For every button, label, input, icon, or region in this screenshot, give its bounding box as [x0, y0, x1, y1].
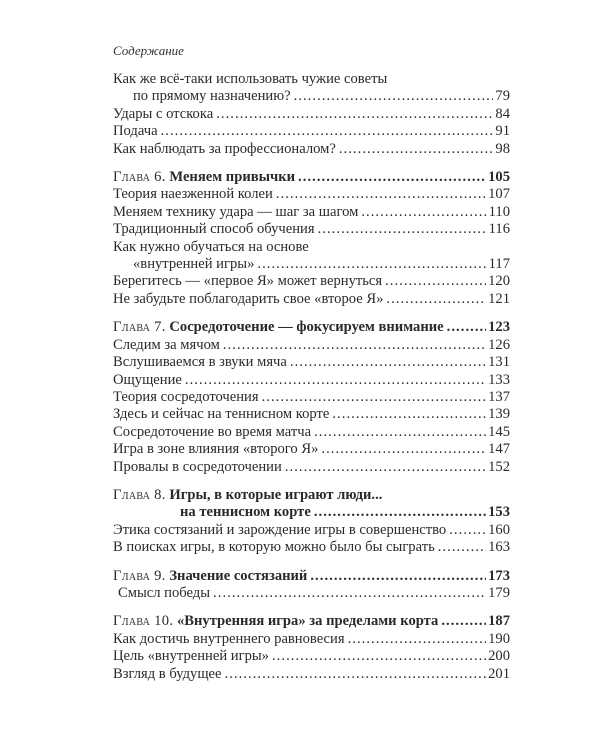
dot-leader: [254, 256, 486, 273]
entry-title: Берегитесь — «первое Я» может вернуться: [113, 273, 383, 290]
toc-entry[interactable]: [113, 256, 510, 273]
entry-title: на теннисном корте: [180, 504, 311, 521]
toc-section: [113, 169, 510, 308]
page-number: 200: [488, 648, 510, 665]
toc-entry[interactable]: [113, 441, 510, 458]
dot-leader: [329, 406, 486, 423]
page-number: 121: [488, 290, 510, 307]
chapter-entry[interactable]: [113, 487, 510, 504]
entry-title: В поисках игры, в которую можно было бы сыграть: [113, 539, 435, 556]
dot-leader: [311, 504, 486, 521]
toc-entry[interactable]: [113, 106, 510, 123]
chapter-label: Глава 10.: [113, 613, 174, 630]
toc-entry[interactable]: [113, 631, 510, 648]
toc-section: [113, 71, 510, 158]
page-number: 98: [495, 140, 510, 157]
page-number: 126: [488, 336, 510, 353]
toc-entry[interactable]: [113, 337, 510, 354]
page-number: 123: [488, 319, 510, 336]
toc-entry[interactable]: [113, 406, 510, 423]
page-number: 152: [488, 458, 510, 475]
toc-entry[interactable]: [113, 389, 510, 406]
page-number: 160: [488, 521, 510, 538]
toc-entry[interactable]: [113, 522, 510, 539]
dot-leader: [336, 141, 494, 158]
page-number: 117: [488, 256, 510, 273]
page-number: 153: [488, 504, 510, 521]
entry-title: по прямому назначению?: [133, 88, 291, 105]
chapter-label: Глава 8.: [113, 486, 166, 503]
toc-entry[interactable]: [113, 424, 510, 441]
dot-leader: [295, 169, 486, 186]
entry-title: Сосредоточение во время матча: [113, 423, 312, 440]
toc-entry[interactable]: [113, 204, 510, 221]
entry-title: Не забудьте поблагодарить свое «второе Я»: [113, 290, 384, 307]
page-number: 139: [488, 406, 510, 423]
entry-title: Цель «внутренней игры»: [113, 648, 269, 665]
entry-title: Здесь и сейчас на теннисном корте: [113, 406, 330, 423]
page-number: 91: [495, 123, 510, 140]
chapter-entry[interactable]: [113, 169, 510, 186]
toc-section: [113, 568, 510, 603]
entry-title: Как же всё-таки использовать чужие советы: [113, 71, 388, 87]
entry-title: «Внутренняя игра» за пределами корта: [176, 613, 439, 630]
chapter-entry[interactable]: [113, 613, 510, 630]
page-number: 110: [488, 203, 510, 220]
toc-entry[interactable]: [113, 372, 510, 389]
running-header: Содержание: [113, 43, 184, 58]
toc-entry[interactable]: [113, 291, 510, 308]
entry-title: Меняем привычки: [169, 169, 296, 186]
toc-entry[interactable]: [113, 539, 510, 556]
page-number: 131: [488, 354, 510, 371]
chapter-entry[interactable]: [113, 568, 510, 585]
toc-entry[interactable]: [113, 88, 510, 105]
dot-leader: [435, 539, 486, 556]
dot-leader: [382, 273, 486, 290]
page-number: 105: [488, 169, 510, 186]
entry-title: Меняем технику удара — шаг за шагом: [113, 203, 359, 220]
page-number: 147: [488, 441, 510, 458]
entry-title: Этика состязаний и зарождение игры в совершенство: [113, 521, 447, 538]
dot-leader: [259, 389, 487, 406]
entry-title: Вслушиваемся в звуки мяча: [113, 354, 287, 371]
page-number: 137: [488, 388, 510, 405]
entry-title: Взгляд в будущее: [113, 665, 222, 682]
entry-title: Игры, в которые играют люди...: [169, 486, 383, 503]
page-number: 173: [488, 567, 510, 584]
entry-title: Удары с отскока: [113, 105, 214, 122]
entry-title: Теория наезженной колеи: [113, 186, 273, 203]
page-number: 145: [488, 423, 510, 440]
dot-leader: [444, 319, 486, 336]
dot-leader: [318, 441, 486, 458]
toc-entry[interactable]: [113, 221, 510, 238]
entry-title: Подача: [113, 123, 158, 140]
dot-leader: [269, 648, 486, 665]
dot-leader: [287, 354, 486, 371]
page-number: 133: [488, 371, 510, 388]
page-number: 84: [495, 105, 510, 122]
dot-leader: [358, 204, 486, 221]
toc-entry[interactable]: [113, 141, 510, 158]
dot-leader: [311, 424, 486, 441]
chapter-label: Глава 9.: [113, 567, 166, 584]
dot-leader: [438, 613, 486, 630]
chapter-label: Глава 6.: [113, 169, 166, 186]
chapter-entry[interactable]: [113, 319, 510, 336]
toc-entry[interactable]: [113, 186, 510, 203]
dot-leader: [273, 186, 486, 203]
entry-title: Как наблюдать за профессионалом?: [113, 140, 336, 157]
page-number: 163: [488, 539, 510, 556]
page-number: 107: [488, 186, 510, 203]
toc-entry[interactable]: [113, 504, 510, 521]
dot-leader: [345, 631, 487, 648]
page-number: 187: [488, 613, 510, 630]
dot-leader: [446, 522, 486, 539]
dot-leader: [158, 123, 494, 140]
entry-title: Теория сосредоточения: [113, 388, 259, 405]
table-of-contents: [113, 71, 510, 694]
page-number: 201: [488, 665, 510, 682]
chapter-label: Глава 7.: [113, 319, 166, 336]
toc-section: [113, 613, 510, 683]
dot-leader: [383, 291, 486, 308]
toc-section: [113, 487, 510, 557]
entry-title: «внутренней игры»: [133, 256, 255, 273]
toc-entry[interactable]: [113, 354, 510, 371]
toc-entry[interactable]: [113, 648, 510, 665]
entry-title: Ощущение: [113, 371, 182, 388]
entry-title: Сосредоточение — фокусируем внимание: [169, 319, 444, 336]
entry-title: Как нужно обучаться на основе: [113, 238, 309, 255]
dot-leader: [291, 88, 494, 105]
entry-title: Традиционный способ обучения: [113, 221, 315, 238]
dot-leader: [222, 666, 487, 683]
toc-entry[interactable]: [113, 71, 510, 88]
dot-leader: [182, 372, 486, 389]
toc-entry[interactable]: [113, 273, 510, 290]
entry-title: Как достичь внутреннего равновесия: [113, 630, 345, 647]
page-number: 79: [495, 88, 510, 105]
toc-entry[interactable]: [113, 123, 510, 140]
toc-section: [113, 319, 510, 476]
entry-title: Смысл победы: [118, 584, 211, 601]
page-number: 190: [488, 630, 510, 647]
dot-leader: [213, 106, 493, 123]
toc-entry[interactable]: [113, 459, 510, 476]
page-number: 116: [488, 221, 510, 238]
page-number: 179: [488, 584, 510, 601]
toc-entry[interactable]: [113, 585, 510, 602]
page-number: 120: [488, 273, 510, 290]
entry-title: Провалы в сосредоточении: [113, 458, 282, 475]
dot-leader: [282, 459, 486, 476]
toc-entry[interactable]: [113, 239, 510, 256]
dot-leader: [315, 221, 487, 238]
dot-leader: [307, 568, 486, 585]
entry-title: Игра в зоне влияния «второго Я»: [113, 441, 319, 458]
entry-title: Значение состязаний: [169, 567, 308, 584]
toc-entry[interactable]: [113, 666, 510, 683]
dot-leader: [220, 337, 486, 354]
entry-title: Следим за мячом: [113, 336, 220, 353]
dot-leader: [210, 585, 486, 602]
